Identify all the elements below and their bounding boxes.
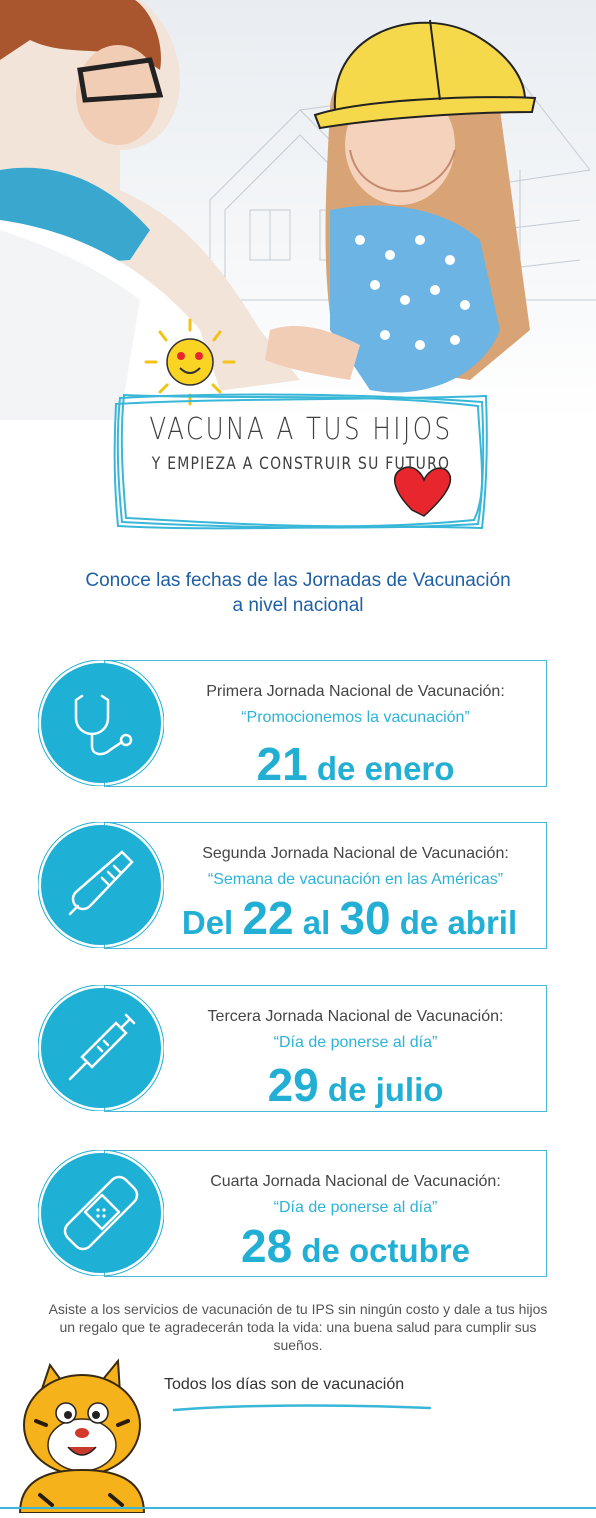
bottom-divider	[0, 1507, 596, 1509]
date-number: 22	[242, 892, 294, 944]
event-card	[104, 1150, 547, 1277]
date-text: de octubre	[292, 1232, 471, 1269]
event-date	[165, 1058, 546, 1112]
campaign-banner	[112, 392, 490, 532]
date-text: de abril	[390, 904, 518, 941]
event-date	[165, 891, 534, 945]
intro-line-2: a nivel nacional	[232, 595, 364, 616]
event-motto: “Semana de vacunación en las Américas”	[207, 871, 504, 888]
event-date	[165, 737, 546, 791]
slogan-underline	[172, 1402, 432, 1414]
date-number: 21	[256, 738, 308, 790]
date-text: al	[293, 904, 340, 941]
event-title: Cuarta Jornada Nacional de Vacunación:	[210, 1173, 501, 1190]
event-motto: “Promocionemos la vacunación”	[241, 709, 470, 726]
bandage-icon	[38, 1150, 164, 1276]
heart-icon	[395, 467, 451, 516]
date-number: 28	[240, 1220, 293, 1272]
syringe-icon	[38, 985, 164, 1111]
event-card	[104, 660, 547, 790]
event-card	[104, 985, 547, 1112]
event-title: Tercera Jornada Nacional de Vacunación:	[207, 1008, 504, 1025]
slogan: Todos los días son de vacunación	[164, 1376, 405, 1393]
banner-title: VACUNA A TUS HIJOS	[149, 412, 453, 447]
event-date	[165, 1219, 546, 1273]
stethoscope-icon	[38, 660, 164, 786]
banner-subtitle: Y EMPIEZA A CONSTRUIR SU FUTURO	[151, 454, 451, 474]
thermometer-icon	[38, 822, 164, 948]
closing-message: Asiste a los servicios de vacunación de tu IPS sin ningún costo y dale a tus hijos un regalo que te agradecerán toda la vida: una buena salud para cumplir sus sueños.	[48, 1301, 548, 1353]
intro-line-1: Conoce las fechas de las Jornadas de Vacunación	[85, 570, 511, 591]
event-motto: “Día de ponerse al día”	[273, 1199, 438, 1216]
date-text: de julio	[318, 1071, 444, 1108]
hero-photo	[0, 0, 596, 420]
date-text: de enero	[307, 750, 455, 787]
event-card	[104, 822, 547, 949]
date-number: 29	[267, 1059, 319, 1111]
date-number: 30	[339, 892, 391, 944]
date-text: Del	[181, 904, 243, 941]
tiger-mascot	[0, 1355, 160, 1518]
intro-heading	[0, 568, 596, 618]
event-title: Primera Jornada Nacional de Vacunación:	[206, 683, 505, 700]
event-title: Segunda Jornada Nacional de Vacunación:	[202, 845, 509, 862]
event-motto: “Día de ponerse al día”	[273, 1034, 438, 1051]
